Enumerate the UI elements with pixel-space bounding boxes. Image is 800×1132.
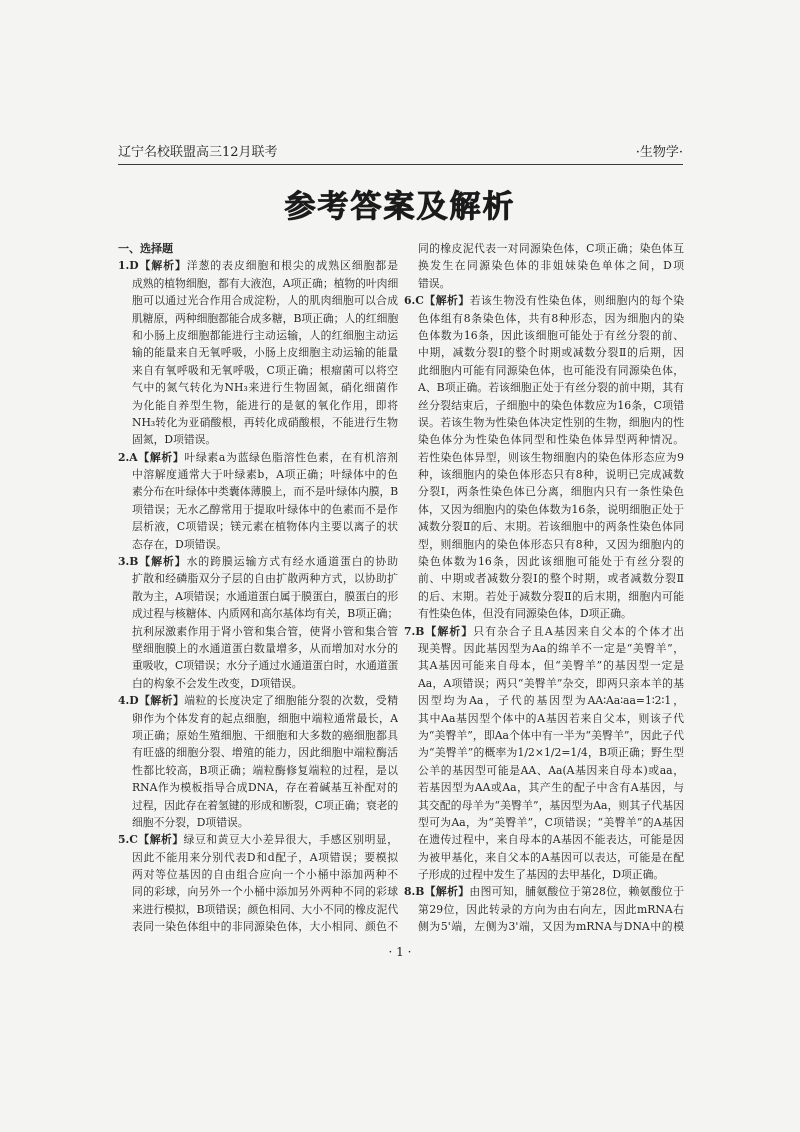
answer-line xyxy=(118,831,398,848)
answer-item-1 xyxy=(118,257,398,448)
answer-line: 若性染色体异型，则该生物细胞内的染色体形态应为9 xyxy=(418,450,684,464)
answer-text: 叶绿素a为蓝绿色脂溶性色素，在有机溶剂 xyxy=(184,450,398,464)
header-divider xyxy=(118,164,683,165)
answer-line: 型，则细胞内的染色体形态只有8种，又因为细胞内的 xyxy=(418,537,684,551)
answer-line: 成熟的植物细胞，都有大液泡，A项正确；植物的叶肉细 xyxy=(132,276,398,290)
answer-item-6 xyxy=(404,292,684,622)
answer-line: 重吸收，C项错误；水分子通过水通道蛋白时，水通道蛋 xyxy=(132,659,398,673)
answer-number: 8.B xyxy=(404,885,425,899)
answer-number: 5.C xyxy=(118,833,138,847)
subject-name: ·生物学· xyxy=(635,145,683,160)
answer-line xyxy=(118,553,398,570)
answer-line: 现美臀。因此基因型为Aa的绵羊不一定是“美臀羊”， xyxy=(418,641,684,655)
answer-number: 1.D xyxy=(118,259,139,273)
answer-line xyxy=(118,257,398,274)
answer-line: 型可为Aa，为“美臀羊”，C项错误；“美臀羊”的A基因 xyxy=(418,815,684,829)
answer-line: 第29位，因此转录的方向为由右向左，因此mRNA右 xyxy=(418,902,684,916)
answer-text: 若该生物没有性染色体，则细胞内的每个染 xyxy=(469,294,684,308)
answer-line: 肌糖原，两种细胞都能合成多糖，B项正确；人的红细胞 xyxy=(132,311,398,325)
analysis-label: 【解析】 xyxy=(424,885,470,899)
answer-item-7 xyxy=(404,623,684,884)
answer-line: 扩散和经磷脂双分子层的自由扩散两种方式，以协助扩 xyxy=(132,572,398,586)
page-number: · 1 · xyxy=(388,945,412,959)
answer-line: 项正确；原始生殖细胞、干细胞和大多数的癌细胞都具 xyxy=(132,728,398,742)
answer-line: 态存在，D项错误。 xyxy=(132,537,228,551)
answer-text: 洋葱的表皮细胞和根尖的成熟区细胞都是 xyxy=(186,259,398,273)
answer-line: 其交配的母羊为“美臀羊”，基因型为Aa，则其子代基因 xyxy=(418,798,684,812)
answer-line: 层析液，C项错误；镁元素在植物体内主要以离子的状 xyxy=(132,520,398,534)
answer-line: 两对等位基因的自由组合应向一个小桶中添加两种不 xyxy=(132,868,398,882)
answer-item-3 xyxy=(118,553,398,692)
answer-line: 同的彩球，向另外一个小桶中添加另外两种不同的彩球 xyxy=(132,885,398,899)
answer-line: 输的能量来自无氧呼吸，小肠上皮细胞主动运输的能量 xyxy=(132,346,398,360)
answer-line: 固氮，D项错误。 xyxy=(132,433,217,447)
answer-line: 有性染色体，但没有同源染色体，D项正确。 xyxy=(418,607,632,621)
answer-line: A、B项正确。若该细胞正处于有丝分裂的前中期，其有 xyxy=(418,381,684,395)
answer-line: RNA作为模板指导合成DNA，存在着碱基互补配对的 xyxy=(132,781,398,795)
answer-line: 丝分裂结束后，子细胞中的染色体数应为16条，C项错 xyxy=(418,398,684,412)
answer-line: 为“美臀羊”的概率为1/2×1/2=1/4，B项正确；野生型 xyxy=(418,746,684,760)
answer-line: 同的橡皮泥代表一对同源染色体，C项正确；染色体互 xyxy=(418,242,684,255)
answer-text: 绿豆和黄豆大小差异很大，手感区别明显， xyxy=(183,833,398,847)
answer-line: 错误。 xyxy=(418,276,451,290)
answer-item-continued xyxy=(404,240,684,292)
answer-number: 4.D xyxy=(118,694,139,708)
answer-line: 其中Aa基因型个体中的A基因若来自父本，则该子代 xyxy=(418,711,684,725)
answer-line xyxy=(118,449,398,466)
page-title: 参考答案及解析 xyxy=(284,189,516,225)
analysis-label: 【解析】 xyxy=(138,555,187,569)
answer-line: 侧为5'端，左侧为3'端，又因为mRNA与DNA中的模 xyxy=(418,920,684,934)
answer-line: 色体数为16条，因此该细胞可能处于有丝分裂的前、 xyxy=(418,328,684,342)
answer-line: 体，又因为细胞内的染色体数为16条，说明细胞正处于 xyxy=(418,502,684,516)
answer-line: 抗利尿激素作用于肾小管和集合管，使肾小管和集合管 xyxy=(132,624,398,638)
answer-line: 种，该细胞内的染色体形态只有8种，说明已完成减数 xyxy=(418,468,684,482)
analysis-label: 【解析】 xyxy=(423,294,470,308)
answer-line: 壁细胞膜上的水通道蛋白数量增多，从而增加对水分的 xyxy=(132,641,398,655)
exam-name: 辽宁名校联盟高三12月联考 xyxy=(118,145,278,160)
analysis-label: 【解析】 xyxy=(138,259,187,273)
answer-line: 在遗传过程中，来自母本的A基因不能表达，可能是因 xyxy=(418,833,684,847)
answer-line: 成过程与核糖体、内质网和高尔基体均有关，B项正确； xyxy=(132,607,398,621)
answer-line: 此细胞内可能有同源染色体，也可能没有同源染色体， xyxy=(418,363,684,377)
answer-number: 3.B xyxy=(118,555,139,569)
right-column xyxy=(404,240,684,940)
answer-line: 公羊的基因型可能是AA、Aa(A基因来自母本)或aa， xyxy=(418,763,684,777)
answer-line: 误。若该生物为性染色体决定性别的生物，细胞内的性 xyxy=(418,415,684,429)
answer-line: NH₃转化为亚硝酸根，再转化成硝酸根，不能进行生物 xyxy=(132,415,398,429)
answer-line: 来自有氧呼吸和无氧呼吸，C项正确；根瘤菌可以将空 xyxy=(132,363,398,377)
answer-line: 染色体分为性染色体同型和性染色体异型两种情况。 xyxy=(418,433,684,447)
answer-text: 由图可知，脯氨酸位于第28位，赖氨酸位于 xyxy=(469,885,684,899)
left-column xyxy=(118,240,398,940)
answer-item-8 xyxy=(404,883,684,935)
answer-line: 细胞不分裂，D项错误。 xyxy=(132,815,249,829)
answer-line xyxy=(404,292,684,309)
answer-number: 7.B xyxy=(404,624,425,638)
answer-text: 端粒的长度决定了细胞能分裂的次数，受精 xyxy=(184,694,398,708)
section-heading: 一、选择题 xyxy=(118,242,173,255)
answer-line: 分裂Ⅰ，两条性染色体已分离，细胞内只有一条性染色 xyxy=(418,485,684,499)
answer-line: 和小肠上皮细胞都能进行主动运输，人的红细胞主动运 xyxy=(132,328,398,342)
answer-number: 6.C xyxy=(404,294,424,308)
answer-line: 白的构象不会发生改变，D项错误。 xyxy=(132,676,303,690)
answer-item-2 xyxy=(118,449,398,553)
answer-line xyxy=(404,623,684,640)
answer-line: 前、中期或者减数分裂Ⅰ的整个时期，或者减数分裂Ⅱ xyxy=(418,572,684,586)
answer-line: 换发生在同源染色体的非姐妹染色单体之间，D项 xyxy=(418,259,684,273)
answer-line: 中溶解度通常大于叶绿素b，A项正确；叶绿体中的色 xyxy=(132,468,398,482)
answer-line: 气中的氮气转化为NH₃来进行生物固氮，硝化细菌作 xyxy=(132,381,398,395)
answer-line: 项错误；无水乙醇常用于提取叶绿体中的色素而不是作 xyxy=(132,502,398,516)
analysis-label: 【解析】 xyxy=(137,833,184,847)
answer-line: 减数分裂Ⅱ的后、末期。若该细胞中的两条性染色体同 xyxy=(418,520,684,534)
answer-line: 色体组有8条染色体，共有8种形态，因为细胞内的染 xyxy=(418,311,684,325)
analysis-label: 【解析】 xyxy=(138,694,185,708)
answer-number: 2.A xyxy=(118,450,138,464)
answer-item-5 xyxy=(118,831,398,935)
answer-line: 子形成的过程中发生了基因的去甲基化，D项正确。 xyxy=(418,868,665,882)
answer-item-4 xyxy=(118,692,398,831)
answer-line: Aa，A项错误；两只“美臀羊”杂交，即两只亲本羊的基 xyxy=(418,676,684,690)
answer-line xyxy=(404,883,684,900)
answer-line: 为化能自养型生物，能进行的是氨的氧化作用，即将 xyxy=(132,398,398,412)
answer-line: 若基因型为AA或Aa，其产生的配子中含有A基因，与 xyxy=(418,781,684,795)
answer-line: 中期，减数分裂Ⅰ的整个时期或减数分裂Ⅱ的后期，因 xyxy=(418,346,684,360)
answer-line: 其A基因可能来自母本，但“美臀羊”的基因型一定是 xyxy=(418,659,684,673)
answer-line: 有旺盛的细胞分裂、增殖的能力，因此细胞中端粒酶活 xyxy=(132,746,398,760)
answer-line: 为“美臀羊”，即Aa个体中有一半为“美臀羊”，因此子代 xyxy=(418,728,684,742)
answer-line: 因此不能用来分别代表D和d配子，A项错误；要模拟 xyxy=(132,850,398,864)
answer-line: 为被甲基化，来自父本的A基因可以表达，可能是在配 xyxy=(418,850,684,864)
answer-line: 胞可以通过光合作用合成淀粉，人的肌肉细胞可以合成 xyxy=(132,294,398,308)
answer-line xyxy=(118,692,398,709)
answer-line: 的后、末期。若处于减数分裂Ⅱ的后末期，细胞内可能 xyxy=(418,589,684,603)
answer-line: 性都比较高，B项正确；端粒酶修复端粒的过程，是以 xyxy=(132,763,398,777)
answer-line: 素分布在叶绿体中类囊体薄膜上，而不是叶绿体内膜，B xyxy=(132,485,398,499)
answer-line: 因型均为Aa，子代的基因型为AA∶Aa∶aa=1∶2∶1， xyxy=(418,694,684,708)
answer-line: 来进行模拟，B项错误；颜色相同、大小不同的橡皮泥代 xyxy=(132,902,398,916)
answer-line: 染色体数为16条，因此该细胞可能处于有丝分裂的 xyxy=(418,555,684,569)
answer-line: 卵作为个体发育的起点细胞，细胞中端粒通常最长，A xyxy=(132,711,398,725)
answer-line: 散为主，A项错误；水通道蛋白属于膜蛋白，膜蛋白的形 xyxy=(132,589,398,603)
analysis-label: 【解析】 xyxy=(137,450,185,464)
answer-line: 表同一染色体组中的非同源染色体，大小相同、颜色不 xyxy=(132,920,398,934)
answer-text: 水的跨膜运输方式有经水通道蛋白的协助 xyxy=(186,555,398,569)
analysis-label: 【解析】 xyxy=(424,624,474,638)
answer-text: 只有杂合子且A基因来自父本的个体才出 xyxy=(473,624,684,638)
answer-line: 过程，因此存在着氢键的形成和断裂，C项正确；衰老的 xyxy=(132,798,398,812)
